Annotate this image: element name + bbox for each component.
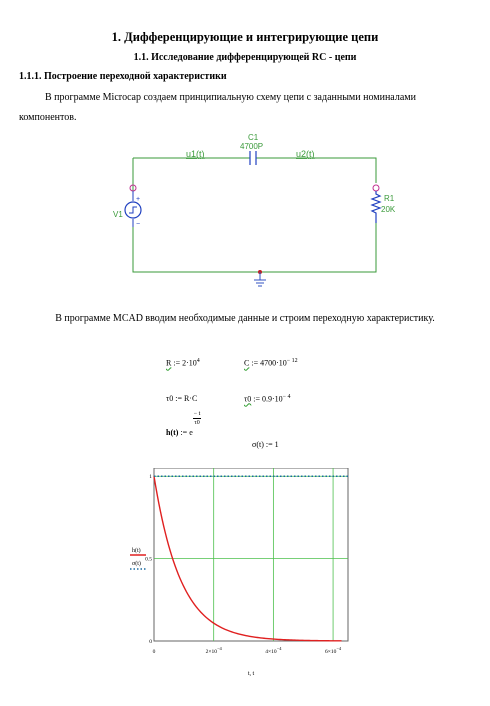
subsubsection-title: 1.1.1. Построение переходной характеристики xyxy=(19,71,227,82)
def-tau: τ0 := R·C xyxy=(166,394,198,403)
section-title: 1. Дифференцирующие и интегрирующие цепи xyxy=(111,30,379,44)
y-tick-label: 0 xyxy=(149,639,152,645)
x-axis-label: t, t xyxy=(247,671,255,677)
node-label-right: u2(t) xyxy=(296,149,315,159)
def-r: R := $2\cdot 10^4$ xyxy=(166,358,200,368)
y-tick-label: 1 xyxy=(149,474,152,481)
svg-text:+: + xyxy=(136,196,141,203)
def-sigma: σ(t) := 1 xyxy=(252,440,279,449)
plot-frame xyxy=(154,468,348,641)
def-tau-value: τ0 := $0.9\cdot 10^{- 4}$ xyxy=(244,394,291,404)
intro-paragraph: В программе Microcap создаем принципиальную схему цепи с заданными номиналами компонентов. xyxy=(19,92,416,123)
def-h: h(t) := e $\frac{- t}{\tau 0}$ xyxy=(166,411,201,437)
circuit-wires xyxy=(133,158,376,272)
source-name: V1 xyxy=(113,210,123,219)
resistor-value: 20K xyxy=(381,205,396,214)
legend-h-label: h(t) xyxy=(132,548,141,554)
subsection-title: 1.1. Исследование дифференцирующей RC - цепи xyxy=(133,52,357,63)
capacitor-value: 4700P xyxy=(240,142,264,151)
y-tick-label: 0.5 xyxy=(145,556,152,563)
resistor-symbol xyxy=(372,191,380,223)
ground-icon xyxy=(254,272,266,286)
x-tick-label: 0 xyxy=(152,649,156,655)
circuit-schematic xyxy=(0,125,490,295)
resistor-name: R1 xyxy=(384,194,395,203)
voltage-source-symbol xyxy=(125,191,141,228)
node-label-left: u1(t) xyxy=(186,149,205,159)
x-tick-label: $4\times 10^{-4}$ xyxy=(265,646,282,655)
transient-chart xyxy=(110,468,370,678)
def-c: C := $4700\cdot 10^{- 12}$ xyxy=(244,358,298,368)
capacitor-symbol xyxy=(250,151,256,165)
node-marker-right xyxy=(373,185,379,191)
x-tick-label: $6\times 10^{-4}$ xyxy=(324,646,342,655)
legend-sigma-label: σ(t) xyxy=(132,561,141,567)
x-tick-label: $2\times 10^{-4}$ xyxy=(205,646,222,655)
svg-text:−: − xyxy=(136,221,141,228)
capacitor-name: C1 xyxy=(248,133,259,142)
mcad-paragraph: В программе MCAD вводим необходимые данные и строим переходную характеристику. xyxy=(55,313,435,324)
